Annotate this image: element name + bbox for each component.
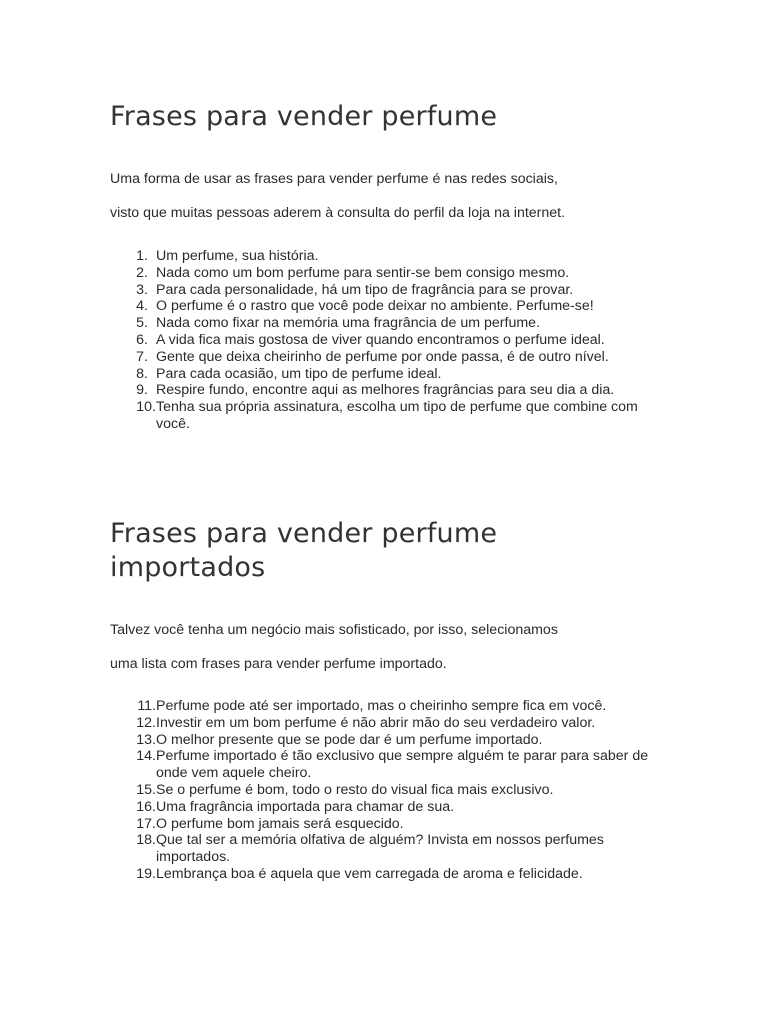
list-item	[110, 248, 656, 265]
list-item-text: O perfume bom jamais será esquecido.	[156, 815, 404, 832]
list-item-number: 8.	[136, 365, 148, 382]
list-item-text: Tenha sua própria assinatura, escolha um tipo de perfume que combine com você.	[156, 399, 638, 432]
list-item	[110, 732, 656, 749]
list-item	[110, 748, 656, 782]
list-item-number: 11.	[137, 698, 156, 714]
list-item	[110, 282, 656, 299]
list-item	[110, 715, 656, 732]
list-item-text: Para cada ocasião, um tipo de perfume ideal.	[156, 365, 442, 382]
list-item	[110, 782, 656, 799]
list-item-text: O melhor presente que se pode dar é um perfume importado.	[156, 731, 543, 748]
list-item	[110, 382, 656, 399]
list-item-text: Uma fragrância importada para chamar de sua.	[156, 798, 455, 815]
list-item-number: 19.	[136, 865, 156, 882]
list-item-text: A vida fica mais gostosa de viver quando encontramos o perfume ideal.	[156, 331, 605, 348]
list-item-text: Nada como um bom perfume para sentir-se bem consigo mesmo.	[156, 264, 570, 281]
list-item	[110, 366, 656, 383]
section-intro-line-4: uma lista com frases para vender perfume importado.	[110, 656, 447, 672]
list-item	[110, 315, 656, 332]
list-item-number: 13.	[136, 731, 156, 748]
list-item-number: 4.	[136, 298, 148, 315]
list-item-text: Para cada personalidade, há um tipo de fragrância para se provar.	[156, 281, 574, 298]
list-item-text: Respire fundo, encontre aqui as melhores fragrâncias para seu dia a dia.	[156, 382, 615, 399]
list-item-text: O perfume é o rastro que você pode deixar no ambiente. Perfume-se!	[156, 298, 594, 315]
list-item-text: Lembrança boa é aquela que vem carregada de aroma e felicidade.	[156, 865, 583, 882]
list-item	[110, 832, 656, 866]
list-item-number: 16.	[136, 798, 156, 815]
list-item	[110, 349, 656, 366]
list-item	[110, 399, 656, 433]
list-item-number: 7.	[136, 348, 148, 365]
list-item	[110, 799, 656, 816]
list-item-number: 15.	[136, 781, 156, 798]
list-item-number: 9.	[136, 382, 148, 399]
list-item-number: 17.	[136, 815, 156, 832]
list-item-text: Perfume pode até ser importado, mas o cheirinho sempre fica em você.	[156, 698, 607, 714]
section-title-perfume: Frases para vender perfume	[110, 101, 498, 132]
list-item-number: 12.	[136, 714, 156, 731]
phrase-list-1	[110, 248, 670, 433]
list-item-number: 5.	[136, 315, 148, 332]
list-item-number: 18.	[136, 832, 156, 849]
section-intro-line-2: visto que muitas pessoas aderem à consulta do perfil da loja na internet.	[110, 205, 566, 221]
list-item	[110, 816, 656, 833]
list-item-text: Se o perfume é bom, todo o resto do visual fica mais exclusivo.	[156, 781, 554, 798]
list-item-number: 3.	[136, 281, 148, 298]
list-item	[110, 332, 656, 349]
section-title-imported: Frases para vender perfume importados	[110, 518, 498, 583]
list-item-text: Gente que deixa cheirinho de perfume por onde passa, é de outro nível.	[156, 348, 609, 365]
list-item-text: Investir em um bom perfume é não abrir mão do seu verdadeiro valor.	[156, 714, 596, 731]
list-item	[110, 698, 656, 715]
list-item-text: Um perfume, sua história.	[156, 248, 319, 264]
list-item-number: 14.	[136, 748, 156, 765]
list-item-number: 10.	[136, 399, 156, 416]
list-item-number: 2.	[136, 264, 148, 281]
section-intro-line-3: Talvez você tenha um negócio mais sofisticado, por isso, selecionamos	[110, 622, 558, 638]
list-item-text: Perfume importado é tão exclusivo que sempre alguém te parar para saber de onde vem aquele cheiro.	[156, 748, 649, 782]
list-item-number: 6.	[136, 331, 148, 348]
section-intro-line-1: Uma forma de usar as frases para vender perfume é nas redes sociais,	[110, 171, 558, 187]
phrase-list-2	[110, 698, 670, 883]
list-item	[110, 265, 656, 282]
list-item-number: 1.	[136, 248, 148, 264]
list-item	[110, 866, 656, 883]
list-item-text: Nada como fixar na memória uma fragrância de um perfume.	[156, 315, 541, 332]
list-item-text: Que tal ser a memória olfativa de alguém? Invista em nossos perfumes importados.	[156, 832, 604, 866]
list-item	[110, 298, 656, 315]
